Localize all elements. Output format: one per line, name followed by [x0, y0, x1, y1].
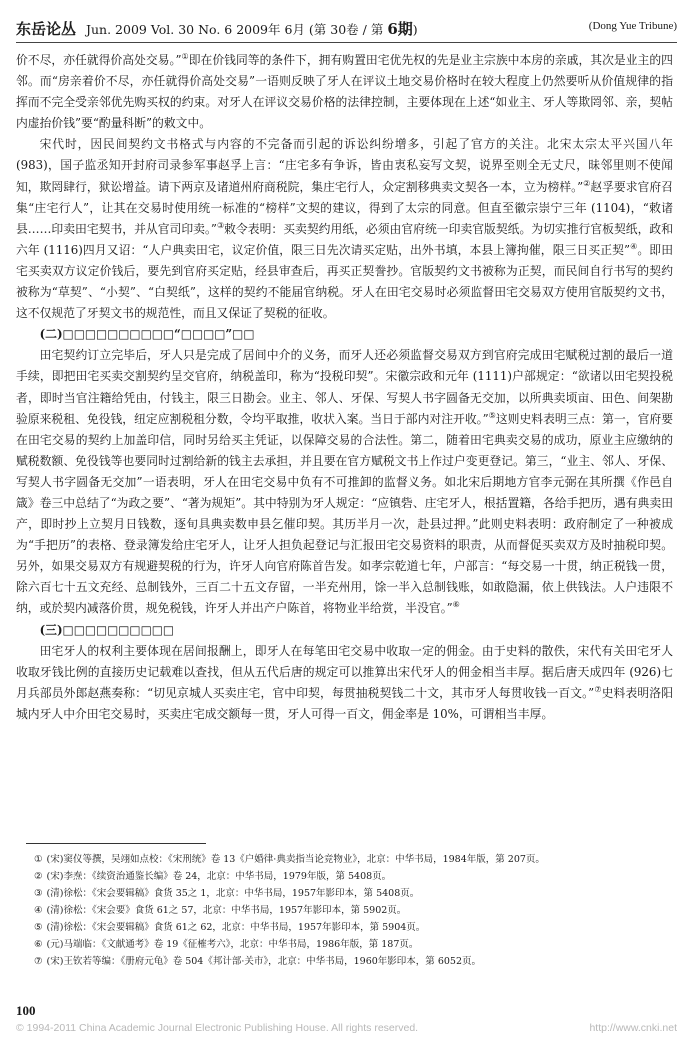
footnote-text: (宋)王钦若等编：《册府元龟》卷 504《邦计部·关市》，北京：中华书局，1960年影印本，第 6052页。 [46, 956, 481, 967]
footnotes [34, 851, 673, 970]
footnote [34, 851, 673, 868]
footnote-text: (清)徐松：《宋会要辑稿》食货 61之 62，北京：中华书局，1957年影印本，第 5904页。 [46, 922, 426, 933]
journal-name: 东岳论丛 [16, 20, 77, 38]
issue-number: 6期 [387, 20, 413, 38]
page-number: 100 [16, 1003, 36, 1018]
footnote [34, 953, 673, 970]
footnote-mark: ⑤ [34, 922, 43, 933]
section-heading-3: (三)□□□□□□□□□□ [39, 622, 175, 637]
paragraph-1-text-b: 即在价钱同等的条件下，拥有购置田宅优先权的先是业主宗族中本房的亲戚，其次是业主的四邻。而“房亲着价不尽，亦任就得价高处交易”一语则反映了牙人在评议土地交易价格时在较大程度上仍然要听从价值规律的指挥而不完全受亲邻优先购买权的约束。对牙人在评议交易价格的法律控制，主要体现在上述“如业主、牙人等欺罔邻、亲，契帖内虚抬价钱”要“酌量科断”的敕文中。 [16, 53, 673, 131]
footnote [34, 885, 673, 902]
issue-english: Jun. 2009 Vol. 30 No. 6 [86, 22, 233, 37]
footnote [34, 868, 673, 885]
copyright-notice: © 1994-2011 China Academic Journal Electronic Publishing House. All rights reserved. [16, 1022, 419, 1034]
note-ref-2: ② [583, 178, 591, 188]
footnote-mark: ⑦ [34, 956, 43, 967]
body-text [16, 50, 673, 725]
footnote-mark: ③ [34, 888, 43, 899]
footnote-mark: ④ [34, 905, 43, 916]
paragraph-3 [16, 345, 673, 619]
copyright-footer [16, 1022, 677, 1034]
journal-english-name: (Dong Yue Tribune) [588, 20, 677, 32]
paragraph-2-text-d: 。即田宅买卖双方议定价钱后，要先到官府买定贴，经县审查后，再买正契誊抄。官版契约文书被称为正契，而民间自行书写的契约被称为“草契”、“小契”、“白契纸”，这样的契约不能届官纳税。牙人在田宅交易时必须监督田宅交易双方使用官版契约文书，这不仅规范了牙契文书的规范性，而且又保证了契税的征收。 [16, 242, 673, 321]
paragraph-4 [16, 641, 673, 725]
footnote-mark: ⑥ [34, 939, 43, 950]
paragraph-1 [16, 50, 673, 134]
footnote-text: (清)徐松：《宋会要辑稿》食货 35之 1，北京：中华书局，1957年影印本，第 5408页。 [46, 888, 420, 899]
note-ref-3: ③ [216, 220, 225, 230]
note-ref-1: ① [181, 52, 189, 62]
publisher-url[interactable]: http://www.cnki.net [589, 1022, 677, 1034]
note-ref-4: ④ [630, 241, 638, 251]
footnote-divider [26, 843, 206, 844]
paragraph-4-text-a: 田宅牙人的权利主要体现在居间报酬上，即牙人在每笔田宅交易中收取一定的佣金。由于史料的散佚，宋代有关田宅牙人收取牙钱比例的直接历史记载难以查找，但从五代后唐的规定可以推算出宋代牙人的佣金相当丰厚。据后唐天成四年 (926)七月兵部员外郎赵燕奏称：“切见京城人买卖庄宅，官中印契，每贯抽税契钱二十文，其市牙人每贯收钱一百文。” [16, 643, 673, 700]
paragraph-1-text-a: 价不尽，亦任就得价高处交易。” [16, 53, 182, 67]
footnote-text: (清)徐松：《宋会要》食货 61之 57，北京：中华书局，1957年影印本，第 5902页。 [46, 905, 407, 916]
note-ref-6: ⑥ [452, 600, 460, 610]
paragraph-2-text-a: 宋代时，因民间契约文书格式与内容的不完备而引起的诉讼纠纷增多，引起了官方的关注。北宋太宗太平兴国八年 (983)，国子监丞知开封府司录参军事赵孚上言：“庄宅多有争诉，皆由衷私妄写文契，说界至则全无丈尺，昧邻里则不使闻知，欺罔肆行，狱讼增益。请下两京及诸道州府商税院，集庄宅行人，众定割移典卖文契各一本，立为榜样。” [16, 137, 673, 194]
paragraph-2-text-c: 敕令表明：买卖契约用纸，必须由官府统一印卖官版契纸。为切实推行官板契纸，政和六年 (1116)四月又诏：“人户典卖田宅，议定价值，限三日先次请买定贴，出外书填，本县上簿拘催，限三日买正契” [16, 221, 673, 257]
issue-chinese: 2009年 6月 (第 30卷 / 第 [236, 22, 384, 37]
note-ref-7: ⑦ [594, 684, 602, 694]
note-ref-5: ⑤ [488, 410, 496, 420]
footnote [34, 936, 673, 953]
issue-chinese-suffix: ) [412, 22, 418, 37]
paragraph-3-text-a: 田宅契约订立完毕后，牙人只是完成了居间中介的义务，而牙人还必须监督交易双方到官府完成田宅赋税过割的最后一道手续，即把田宅买卖交割契约呈交官府，纳税盖印，称为“投税印契”。宋徽宗政和元年 (1111)户部规定：“欲诸以田宅契投税者，即时当官注籍给凭由，付钱主，限三日勘会。业主、邻人、牙保、写契人书字圆备无交加，以所典卖顷亩、田色、间架勘验原来税租、免役钱，纽定应割税租分数，令均平取推，收状入案。当日于部内对注开收。” [16, 348, 673, 426]
footnote [34, 919, 673, 936]
running-header [16, 16, 677, 43]
paragraph-2-text-b: 赵孚要求官府召集“庄宅行人”，让其在交易时使用统一标准的“榜样”文契的建议，得到了太宗的同意。但直至徽宗崇宁三年 (1104)，“敕诸县……印卖田宅契书，并从官司印卖。” [16, 179, 673, 236]
header-left [16, 18, 418, 39]
section-heading-2: (二)□□□□□□□□□□“□□□□”□□ [39, 327, 255, 342]
paragraph-2 [16, 134, 673, 324]
paragraph-4-text-b: 史料表明洛阳城内牙人中介田宅交易时，买卖庄宅成交额每一贯，牙人可得一百文，佣金率是 10%，可谓相当丰厚。 [16, 685, 673, 721]
footnote-text: (元)马端临：《文献通考》卷 19《征榷考六》，北京：中华书局，1986年版，第 187页。 [46, 939, 419, 950]
footnote [34, 902, 673, 919]
paragraph-3-text-b: 这则史料表明三点：第一，官府要在田宅交易的契约上加盖印信，同时另给买主凭证，以保障交易的合法性。第二，随着田宅典卖交易的成功，原业主应缴纳的赋税数额、免役钱等也要同时过割给新的钱主去承担，并且要在官方赋税文书上作过户变更登记。第三，“业主、邻人、牙保、写契人书字圆备无交加”一语表明，牙人在田宅交易中负有不可推卸的监督义务。如北宋后期地方官李元弼在其所撰《作邑自箴》卷三中总结了“为政之要”、“著为规矩”。其中特别为牙人规定：“应镇砦、庄宅牙人，根括置籍，各给手把历，遇有典卖田产，即时抄上立契月日钱数，逐旬具典卖数申县乞催印契。其历半月一次，赴县过押。”此则史料表明：政府制定了一种被成为“手把历”的表格、登录簿发给庄宅牙人，让牙人担负起登记与汇报田宅交易资料的职责，从而督促买卖双方及时抽税印契。另外，如果交易双方有规避契税的行为，许牙人向官府陈首告发。如孝宗乾道七年，户部言：“每交易一十贯，纳正税钱一贯，除六百七十五文充经、总制钱外，三百二十五文存留，一半充州用，馀一半入总制钱账，如敢隐漏，依上供钱法。人户违限不纳，或於契内减落价贯，规免税钱，许牙人并出产户陈首，将物业半给赏，半没官。” [16, 411, 673, 616]
footnote-text: (宋)李焘：《续资治通鉴长编》卷 24，北京：中华书局，1979年版，第 5408页。 [46, 871, 392, 882]
footnote-mark: ② [34, 871, 43, 882]
footnote-mark: ① [34, 854, 43, 865]
footnote-text: (宋)窦仪等撰，吴翊如点校：《宋刑统》卷 13《户婚律·典卖指当论竞物业》，北京：中华书局，1984年版，第 207页。 [46, 854, 545, 865]
